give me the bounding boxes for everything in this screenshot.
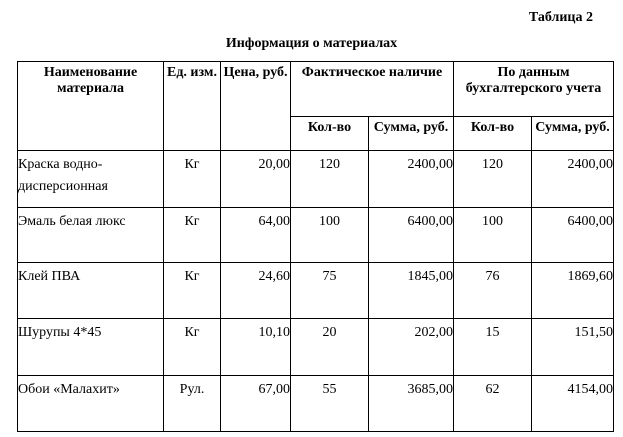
cell-actual-sum: 6400,00	[369, 208, 454, 263]
cell-unit: Рул.	[164, 376, 221, 432]
table-row	[18, 319, 614, 376]
cell-price: 67,00	[221, 376, 291, 432]
cell-name: Эмаль белая люкс	[18, 208, 164, 263]
table-row	[18, 151, 614, 208]
cell-actual-qty: 75	[291, 263, 369, 319]
header-book: По данным бухгалтерского учета	[454, 62, 614, 117]
cell-name: Шурупы 4*45	[18, 319, 164, 376]
subheader-book-qty: Кол-во	[454, 117, 532, 151]
cell-book-qty: 100	[454, 208, 532, 263]
cell-price: 10,10	[221, 319, 291, 376]
table-title: Информация о материалах	[225, 36, 398, 51]
cell-price: 24,60	[221, 263, 291, 319]
cell-book-sum: 1869,60	[532, 263, 614, 319]
cell-book-qty: 76	[454, 263, 532, 319]
subheader-book-sum: Сумма, руб.	[532, 117, 614, 151]
table-row	[18, 376, 614, 432]
cell-price: 20,00	[221, 151, 291, 208]
cell-actual-qty: 20	[291, 319, 369, 376]
header-unit: Ед. изм.	[164, 62, 221, 151]
cell-actual-qty: 55	[291, 376, 369, 432]
cell-book-sum: 2400,00	[532, 151, 614, 208]
header-name: Наименование материала	[18, 62, 164, 151]
cell-book-qty: 120	[454, 151, 532, 208]
table-row	[18, 263, 614, 319]
materials-table	[17, 61, 614, 432]
cell-book-sum: 6400,00	[532, 208, 614, 263]
table-row	[18, 208, 614, 263]
header-row	[18, 62, 614, 117]
cell-actual-sum: 1845,00	[369, 263, 454, 319]
cell-book-qty: 15	[454, 319, 532, 376]
cell-book-qty: 62	[454, 376, 532, 432]
table-number: Таблица 2	[528, 10, 593, 25]
cell-unit: Кг	[164, 151, 221, 208]
cell-actual-sum: 2400,00	[369, 151, 454, 208]
cell-unit: Кг	[164, 208, 221, 263]
cell-name: Клей ПВА	[18, 263, 164, 319]
subheader-actual-qty: Кол-во	[291, 117, 369, 151]
cell-book-sum: 4154,00	[532, 376, 614, 432]
cell-name: Краска воднодисперсионная	[18, 151, 164, 208]
subheader-actual-sum: Сумма, руб.	[369, 117, 454, 151]
cell-price: 64,00	[221, 208, 291, 263]
cell-actual-qty: 100	[291, 208, 369, 263]
cell-name: Обои «Малахит»	[18, 376, 164, 432]
cell-unit: Кг	[164, 263, 221, 319]
header-price: Цена, руб.	[221, 62, 291, 151]
cell-actual-sum: 3685,00	[369, 376, 454, 432]
cell-actual-sum: 202,00	[369, 319, 454, 376]
cell-book-sum: 151,50	[532, 319, 614, 376]
cell-actual-qty: 120	[291, 151, 369, 208]
cell-unit: Кг	[164, 319, 221, 376]
header-actual: Фактическое наличие	[291, 62, 454, 117]
